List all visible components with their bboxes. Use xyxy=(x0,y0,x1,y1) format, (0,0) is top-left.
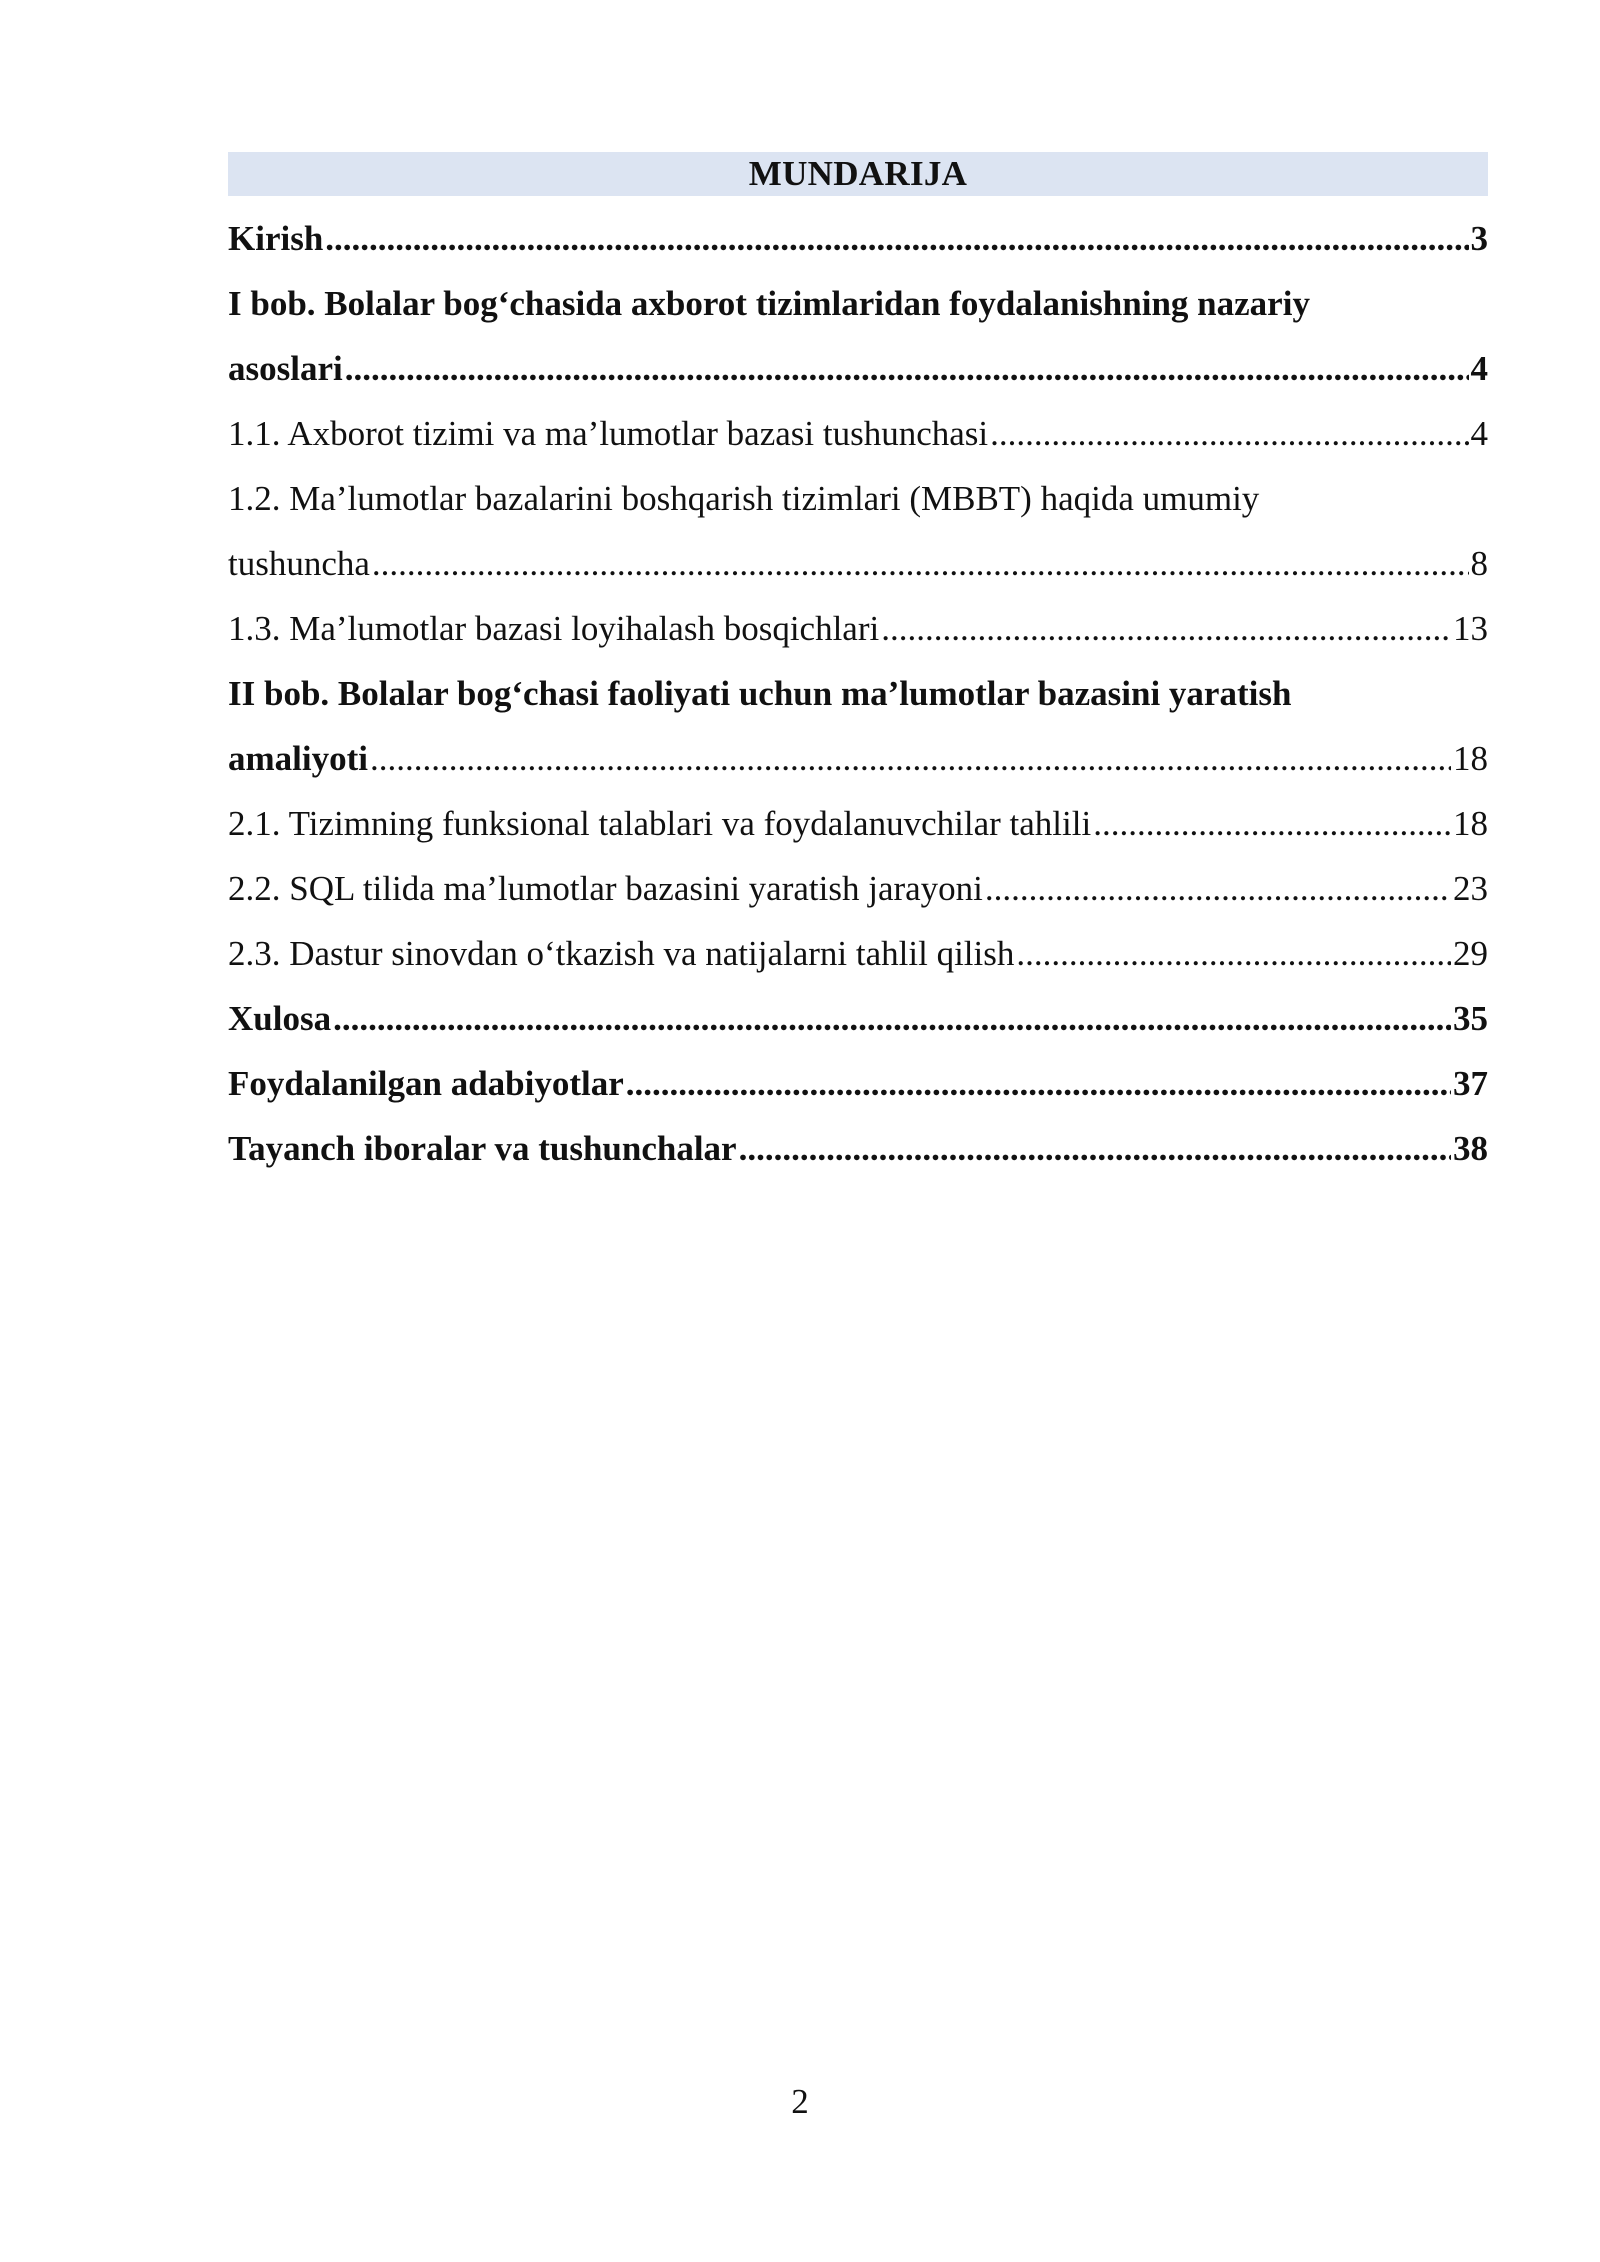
toc-entry-title-line1: 1.2. Ma’lumotlar bazalarini boshqarish tizimlari (MBBT) haqida umumiy xyxy=(228,479,1260,518)
toc-dot-leader xyxy=(881,596,1451,661)
toc-entry-title-line1: I bob. Bolalar bog‘chasida axborot tizimlaridan foydalanishning nazariy xyxy=(228,284,1310,323)
toc-entry-page: 23 xyxy=(1453,869,1488,908)
toc-entry-1-2[interactable] xyxy=(228,466,1488,596)
toc-dot-leader xyxy=(345,336,1469,401)
toc-entry-page: 3 xyxy=(1470,219,1488,258)
page-number: 2 xyxy=(791,2082,809,2121)
toc-entry-title: amaliyoti xyxy=(228,739,368,778)
toc-dot-leader xyxy=(990,401,1468,466)
toc-entry-kirish[interactable] xyxy=(228,206,1488,271)
toc-entry-page: 18 xyxy=(1453,804,1488,843)
toc-entry-page: 4 xyxy=(1470,414,1488,453)
toc-entry-title: Kirish xyxy=(228,219,324,258)
toc-entry-title: Tayanch iboralar va tushunchalar xyxy=(228,1129,737,1168)
toc-entry-page: 35 xyxy=(1453,999,1488,1038)
toc-entry-chapter-2[interactable] xyxy=(228,661,1488,791)
toc-entry-page: 4 xyxy=(1470,349,1488,388)
toc-entry-title-line1: II bob. Bolalar bog‘chasi faoliyati uchun ma’lumotlar bazasini yaratish xyxy=(228,674,1292,713)
toc-entry-1-3[interactable] xyxy=(228,596,1488,661)
table-of-contents xyxy=(228,206,1488,1181)
toc-entry-title: 2.1. Tizimning funksional talablari va foydalanuvchilar tahlili xyxy=(228,804,1092,843)
toc-entry-title: 1.3. Ma’lumotlar bazasi loyihalash bosqichlari xyxy=(228,609,880,648)
toc-dot-leader xyxy=(739,1116,1451,1181)
toc-entry-title: 2.3. Dastur sinovdan o‘tkazish va natijalarni tahlil qilish xyxy=(228,934,1015,973)
toc-dot-leader xyxy=(325,206,1468,271)
toc-entry-1-1[interactable] xyxy=(228,401,1488,466)
toc-heading: MUNDARIJA xyxy=(228,152,1488,196)
toc-entry-xulosa[interactable] xyxy=(228,986,1488,1051)
toc-dot-leader xyxy=(626,1051,1451,1116)
toc-entry-page: 38 xyxy=(1453,1129,1488,1168)
toc-dot-leader xyxy=(372,531,1469,596)
toc-entry-tayanch-iboralar[interactable] xyxy=(228,1116,1488,1181)
toc-entry-title: 1.1. Axborot tizimi va ma’lumotlar bazasi tushunchasi xyxy=(228,414,989,453)
toc-entry-page: 13 xyxy=(1453,609,1488,648)
toc-entry-title: Xulosa xyxy=(228,999,332,1038)
toc-entry-page: 37 xyxy=(1453,1064,1488,1103)
toc-entry-page: 18 xyxy=(1453,739,1488,778)
toc-dot-leader xyxy=(1016,921,1451,986)
toc-dot-leader xyxy=(1093,791,1451,856)
toc-entry-title: Foydalanilgan adabiyotlar xyxy=(228,1064,624,1103)
toc-entry-title: 2.2. SQL tilida ma’lumotlar bazasini yaratish jarayoni xyxy=(228,869,983,908)
toc-dot-leader xyxy=(333,986,1451,1051)
toc-dot-leader xyxy=(985,856,1451,921)
toc-entry-page: 8 xyxy=(1470,544,1488,583)
toc-entry-2-1[interactable] xyxy=(228,791,1488,856)
toc-entry-title: tushuncha xyxy=(228,544,370,583)
toc-dot-leader xyxy=(370,726,1451,791)
toc-entry-chapter-1[interactable] xyxy=(228,271,1488,401)
toc-entry-page: 29 xyxy=(1453,934,1488,973)
toc-entry-2-3[interactable] xyxy=(228,921,1488,986)
toc-entry-title: asoslari xyxy=(228,349,343,388)
toc-entry-adabiyotlar[interactable] xyxy=(228,1051,1488,1116)
toc-entry-2-2[interactable] xyxy=(228,856,1488,921)
